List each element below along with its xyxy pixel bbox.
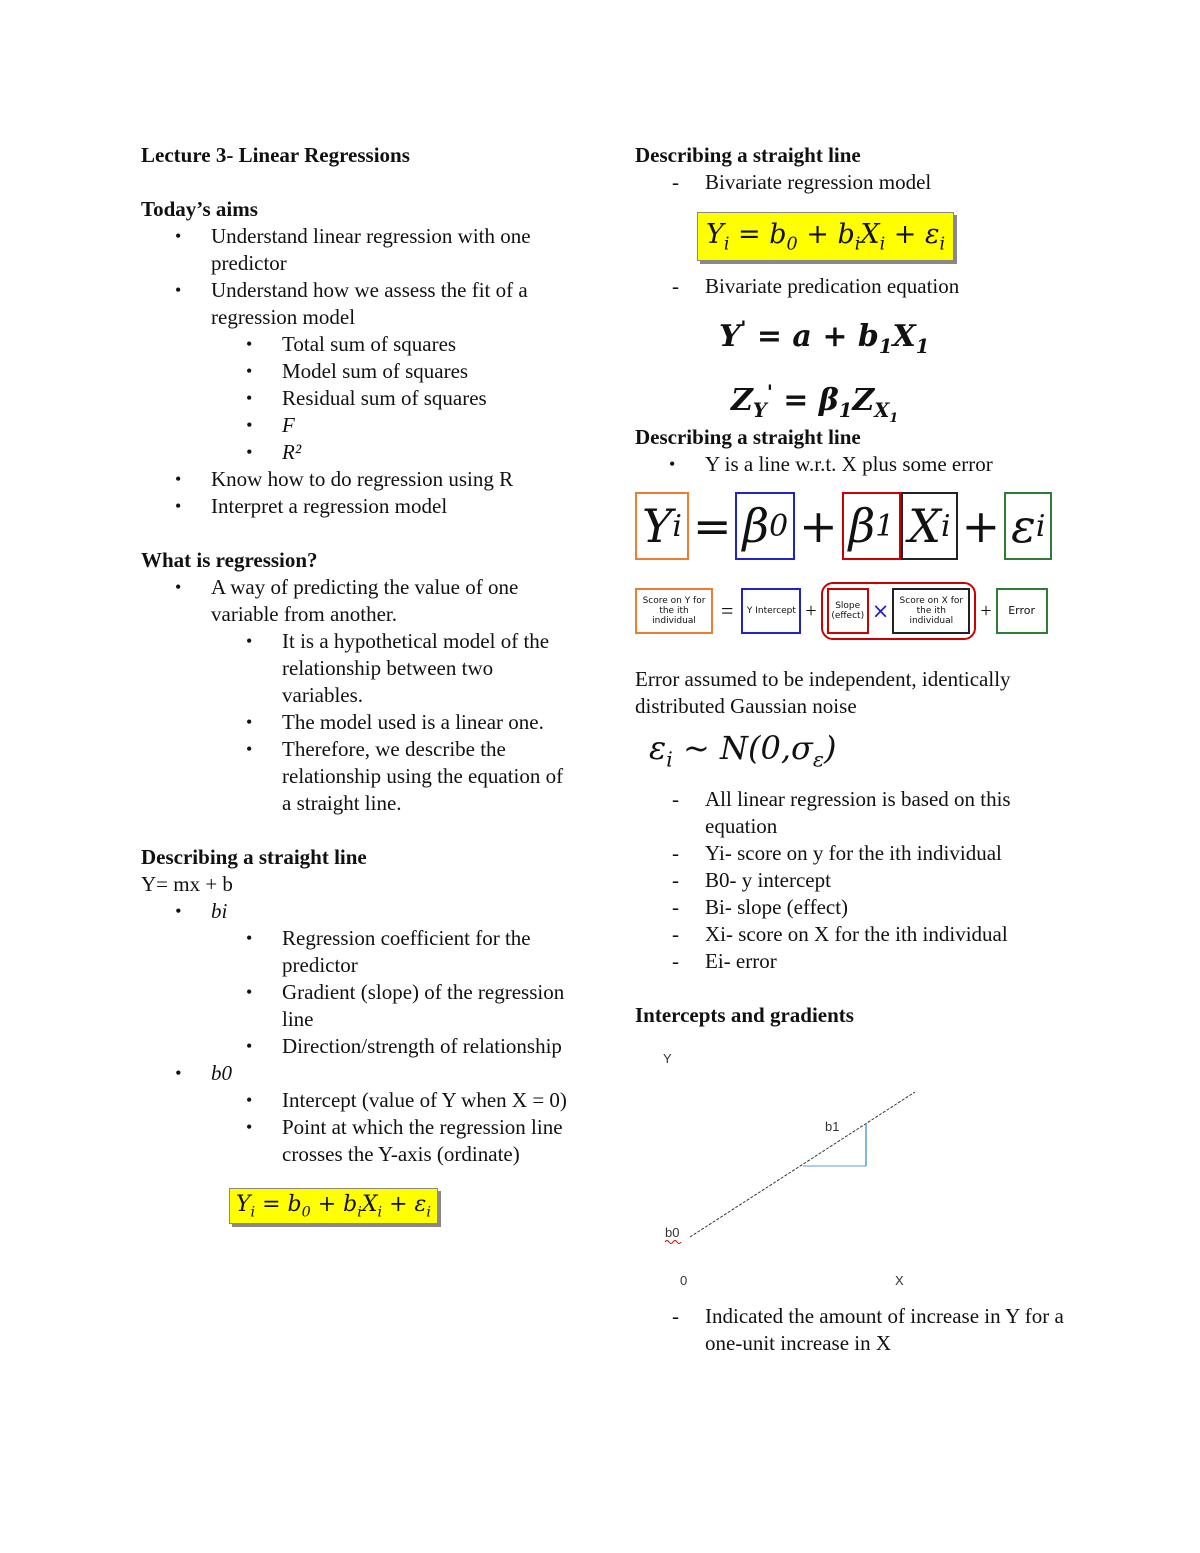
prediction-equations: $Y' = a + b_1X_1$ $Z_Y' = \beta_1Z_{X_1}$ (719, 317, 930, 426)
beta1-box: β 1 (842, 492, 902, 560)
aims-heading: Today’s aims (141, 197, 258, 221)
what-list (141, 574, 571, 817)
y-intercept-box: Y Intercept (741, 588, 801, 634)
what-subitem: • It is a hypothetical model of the relationship between two variables. (141, 628, 571, 709)
what-subitem: • The model used is a linear one. (141, 709, 571, 736)
boxed-regression-equation: Y i = β 0 + β 1 X i + ε i (635, 492, 1085, 560)
aim-subitem: • Total sum of squares (141, 331, 571, 358)
b0-subitem: • Intercept (value of Y when X = 0) (141, 1087, 571, 1114)
error-assumption-text: Error assumed to be independent, identically distributed Gaussian noise (635, 667, 1011, 719)
y-axis-label: Y (663, 1050, 672, 1066)
xi-box: X i (901, 492, 957, 560)
schematic-equation: Score on Y for the ith individual = Y Intercept + Slope (effect) × Score on X for the ith individual + Error (635, 582, 1085, 640)
error-distribution-equation: $\varepsilon_i$ ~ $N(0,\sigma_\varepsilon)$ (649, 729, 837, 772)
aim-item: • Interpret a regression model (141, 493, 571, 520)
what-heading: What is regression? (141, 548, 318, 572)
epsilon-box: ε i (1004, 492, 1052, 560)
bi-subitem: • Direction/strength of relationship (141, 1033, 571, 1060)
bi-subitem: • Gradient (slope) of the regression line (141, 979, 571, 1033)
bi-subitem: • Regression coefficient for the predictor (141, 925, 571, 979)
beta0-box: β 0 (735, 492, 795, 560)
right-column (635, 142, 1085, 1357)
spellcheck-underline (665, 1240, 681, 1243)
right-heading-1: Describing a straight line (635, 143, 861, 167)
straight-line-heading: Describing a straight line (141, 845, 367, 869)
intercept-gradient-diagram (635, 1041, 935, 1291)
slope-box: Slope (effect) (827, 588, 869, 634)
what-subitem: • Therefore, we describe the relationship using the equation of a straight line. (141, 736, 571, 817)
bivariate-regression-equation: $Y_i = b_0 + b_iX_i + \varepsilon_i$ (697, 212, 1085, 261)
bivariate-prediction-label: - Bivariate predication equation (635, 273, 1085, 300)
definition-item: - Yi- score on y for the ith individual (635, 840, 1085, 867)
error-box: Error (996, 588, 1048, 634)
yi-box: Y i (635, 492, 689, 560)
lecture-title: Lecture 3- Linear Regressions (141, 143, 410, 167)
aim-subitem: • Model sum of squares (141, 358, 571, 385)
final-note: - Indicated the amount of increase in Y for a one-unit increase in X (635, 1303, 1085, 1357)
coef-list (141, 898, 571, 1168)
definition-item: - B0- y intercept (635, 867, 1085, 894)
score-x-box: Score on X for the ith individual (892, 588, 970, 634)
bi-label: • bi (141, 898, 571, 925)
aim-item: • Know how to do regression using R (141, 466, 571, 493)
aim-subitem: • Residual sum of squares (141, 385, 571, 412)
definitions-list (635, 786, 1085, 975)
aim-item: • Understand how we assess the fit of a regression model (141, 277, 571, 331)
definition-item: - Ei- error (635, 948, 1085, 975)
right-heading-3: Intercepts and gradients (635, 1002, 854, 1027)
y-line-item: • Y is a line w.r.t. X plus some error (635, 451, 1085, 478)
origin-label: 0 (680, 1272, 688, 1288)
slope-times-x-group: Slope (effect) × Score on X for the ith individual (821, 582, 977, 640)
aim-item: • Understand linear regression with one predictor (141, 223, 571, 277)
b1-label: b1 (825, 1118, 840, 1134)
aims-list (141, 223, 571, 520)
definition-item: - Bi- slope (effect) (635, 894, 1085, 921)
x-axis-label: X (895, 1272, 904, 1288)
left-column (141, 142, 571, 1224)
b0-subitem: • Point at which the regression line crosses the Y-axis (ordinate) (141, 1114, 571, 1168)
aim-subitem: • F (141, 412, 571, 439)
bivariate-model-label: - Bivariate regression model (635, 169, 1085, 196)
b0-label: • b0 (141, 1060, 571, 1087)
right-heading-2: Describing a straight line (635, 425, 861, 450)
aim-subitem: • R² (141, 439, 571, 466)
regression-line (690, 1092, 915, 1237)
definition-item: - Xi- score on X for the ith individual (635, 921, 1085, 948)
what-item: • A way of predicting the value of one variable from another. (141, 574, 571, 628)
regression-equation-left: $Y_i = b_0 + b_iX_i + \varepsilon_i$ (229, 1188, 571, 1224)
score-y-box: Score on Y for the ith individual (635, 588, 713, 634)
line-equation: Y= mx + b (141, 872, 233, 896)
b0-label: b0 (665, 1224, 680, 1240)
definition-item: - All linear regression is based on this equation (635, 786, 1085, 840)
